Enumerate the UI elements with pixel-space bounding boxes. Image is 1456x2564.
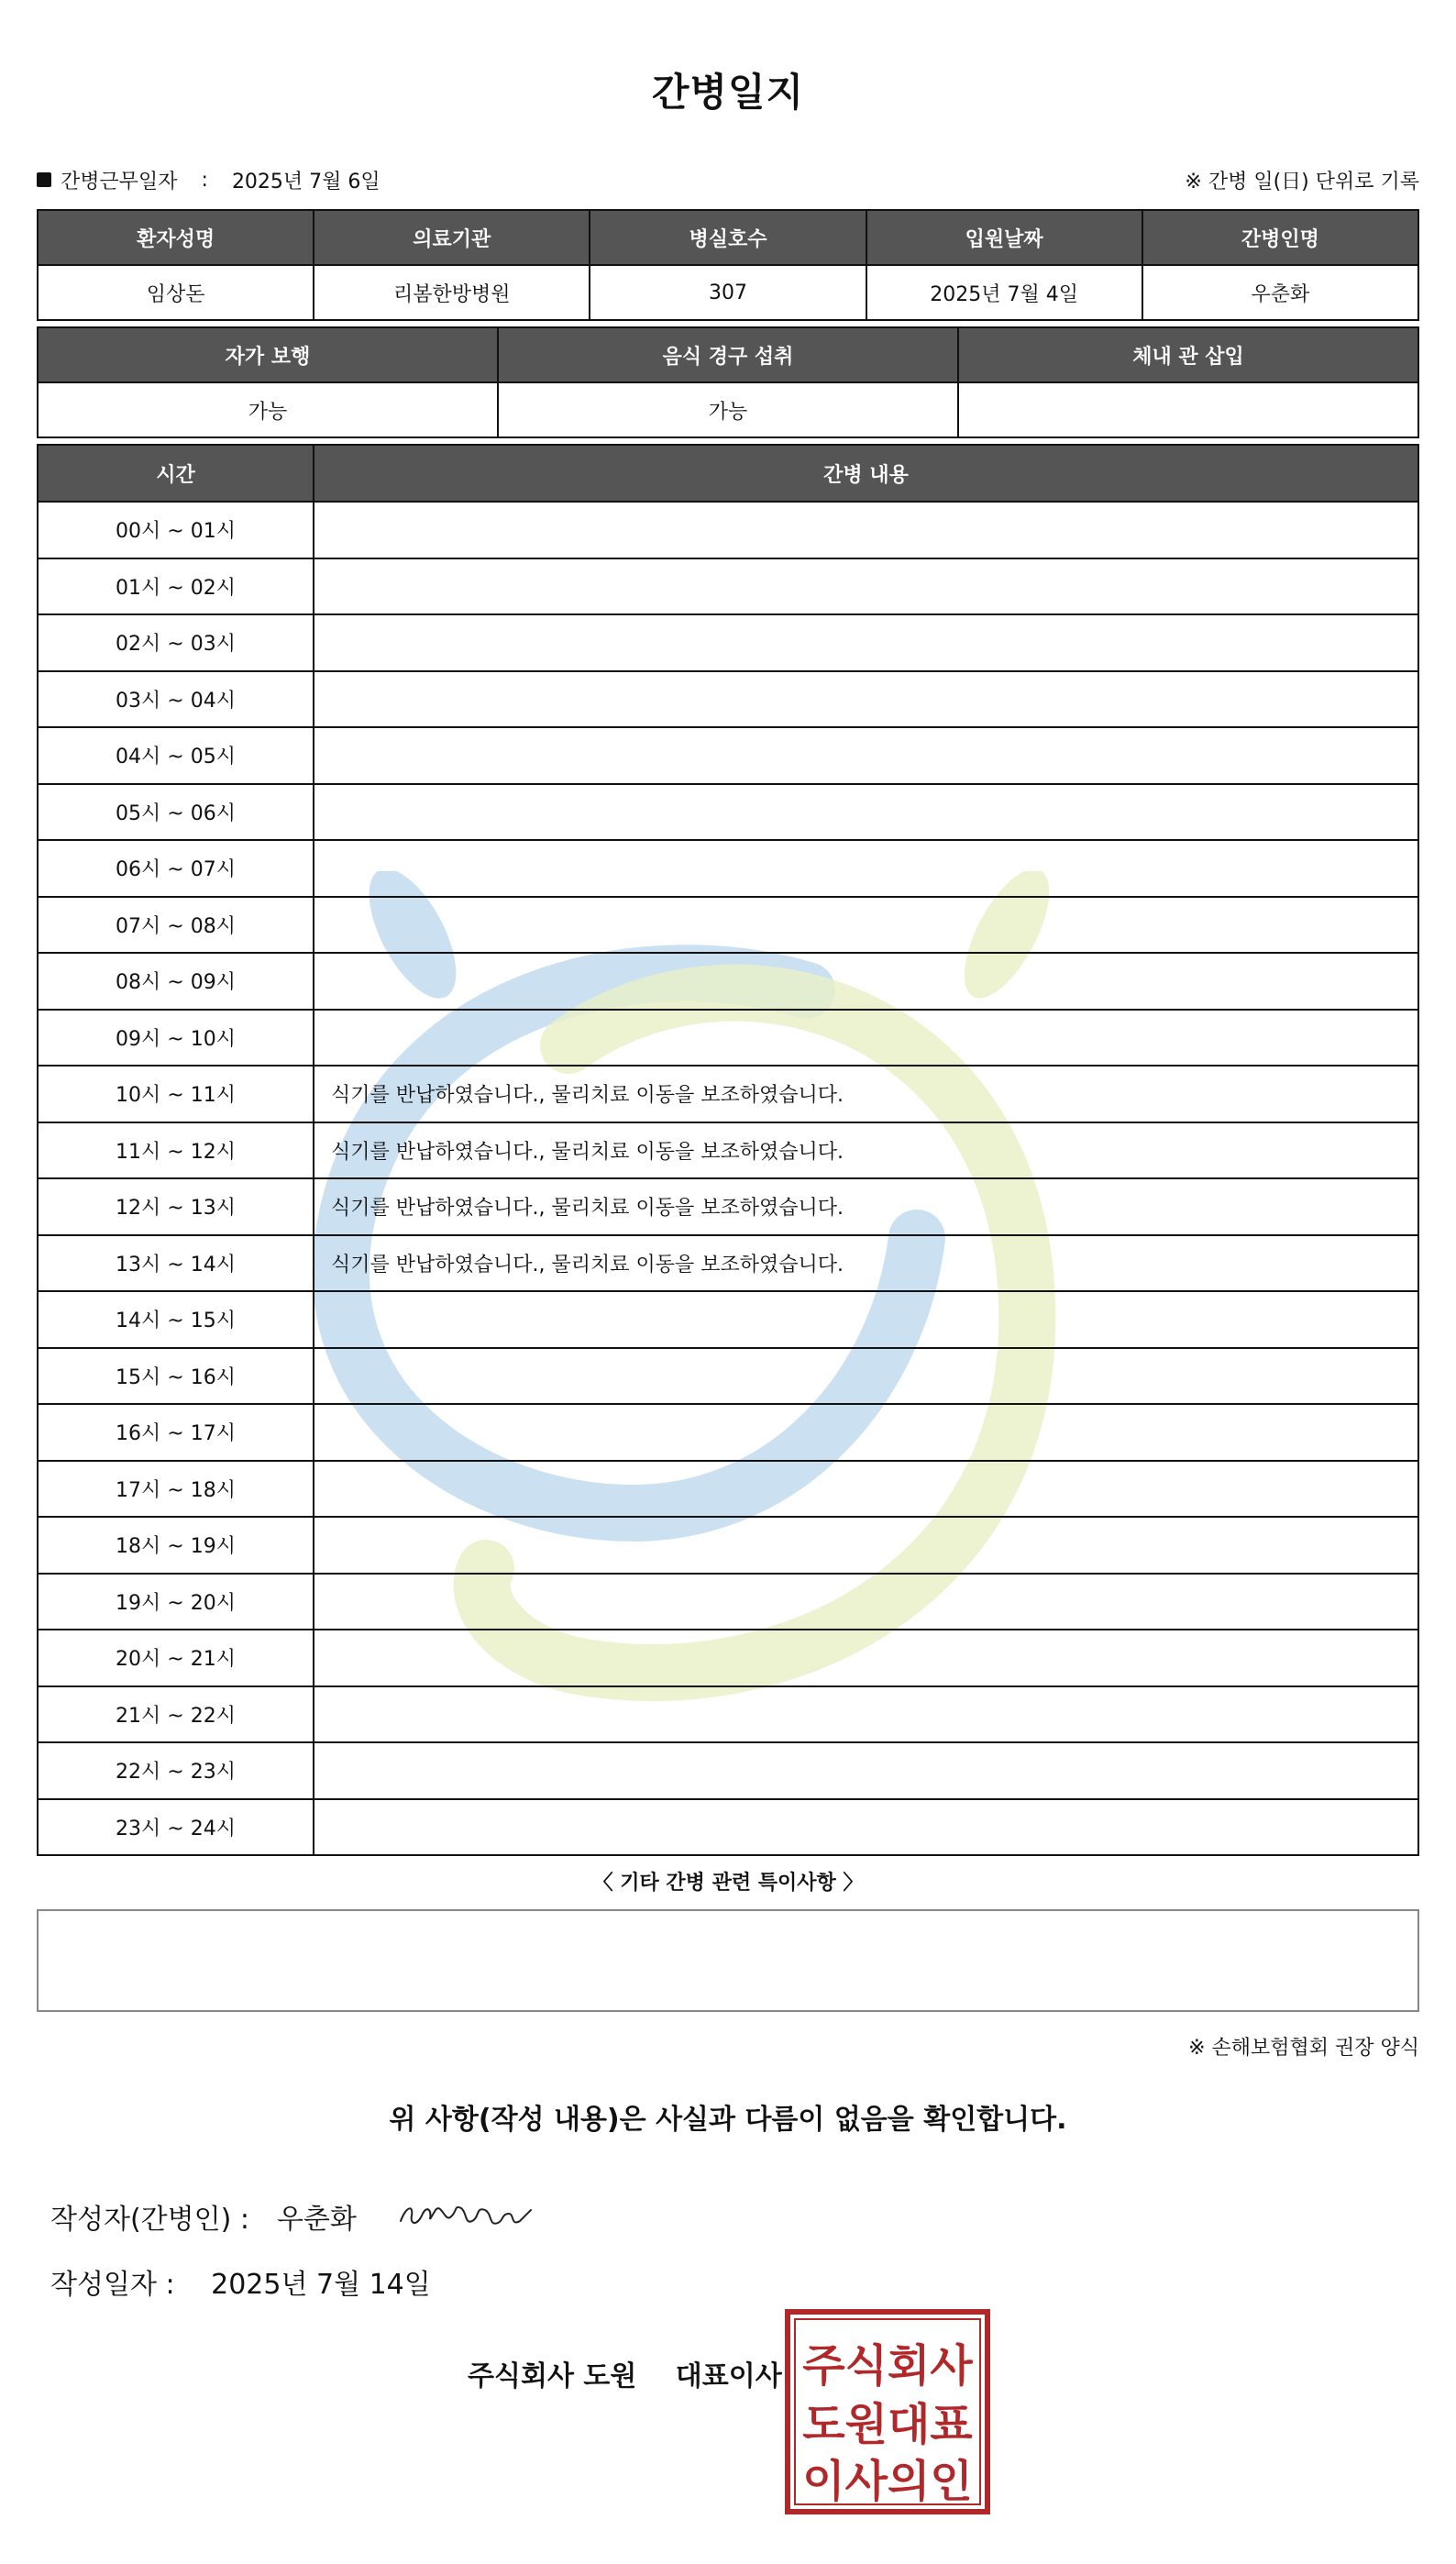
care-log-row <box>38 727 1418 784</box>
care-log-time: 14시 ~ 15시 <box>38 1291 314 1348</box>
patient-status-value-row <box>38 382 1418 437</box>
care-log-row <box>38 1686 1418 1743</box>
care-log-content <box>314 558 1418 615</box>
care-log-row <box>38 671 1418 728</box>
hospital-header: 의료기관 <box>314 210 590 265</box>
admission-date-value: 2025년 7월 4일 <box>866 265 1142 320</box>
square-bullet-icon <box>37 172 51 187</box>
patient-info-header-row <box>38 210 1418 265</box>
care-log-row <box>38 558 1418 615</box>
care-log-content <box>314 671 1418 728</box>
care-log-time: 23시 ~ 24시 <box>38 1799 314 1856</box>
oral-intake-value: 가능 <box>498 382 958 437</box>
care-log-content <box>314 897 1418 954</box>
care-log-time: 21시 ~ 22시 <box>38 1686 314 1743</box>
self-walking-header: 자가 보행 <box>38 327 498 382</box>
care-log-row <box>38 953 1418 1010</box>
room-number-header: 병실호수 <box>590 210 866 265</box>
confirmation-statement: 위 사항(작성 내용)은 사실과 다름이 없음을 확인합니다. <box>389 2104 1067 2136</box>
patient-status-table <box>37 326 1419 438</box>
oral-intake-header: 음식 경구 섭취 <box>498 327 958 382</box>
company-seal-stamp <box>785 2309 990 2514</box>
tube-insertion-header: 체내 관 삽입 <box>958 327 1418 382</box>
care-log-time: 04시 ~ 05시 <box>38 727 314 784</box>
patient-name-header: 환자성명 <box>38 210 314 265</box>
care-log-row <box>38 1010 1418 1066</box>
care-log-table <box>37 444 1419 1856</box>
handwritten-signature <box>393 2194 540 2239</box>
care-log-content <box>314 784 1418 841</box>
care-log-row <box>38 1235 1418 1292</box>
care-log-time: 15시 ~ 16시 <box>38 1348 314 1405</box>
care-log-row <box>38 1461 1418 1518</box>
written-date-value: 2025년 7월 14일 <box>211 2269 431 2301</box>
seal-line-3: 이사의인 <box>802 2456 973 2507</box>
care-log-row <box>38 502 1418 558</box>
caregiver-name-header: 간병인명 <box>1142 210 1418 265</box>
care-log-time: 07시 ~ 08시 <box>38 897 314 954</box>
self-walking-value: 가능 <box>38 382 498 437</box>
care-log-row <box>38 1517 1418 1574</box>
care-log-time: 09시 ~ 10시 <box>38 1010 314 1066</box>
special-notes-title: 〈 기타 간병 관련 특이사항 〉 <box>592 1872 864 1895</box>
care-log-time: 05시 ~ 06시 <box>38 784 314 841</box>
care-log-content <box>314 1010 1418 1066</box>
care-log-row <box>38 1178 1418 1235</box>
care-log-row <box>38 1404 1418 1461</box>
care-log-time: 02시 ~ 03시 <box>38 614 314 671</box>
care-log-content <box>314 953 1418 1010</box>
care-log-time: 17시 ~ 18시 <box>38 1461 314 1518</box>
care-log-row <box>38 1630 1418 1686</box>
care-log-time: 08시 ~ 09시 <box>38 953 314 1010</box>
work-date-line <box>37 165 1419 194</box>
care-log-content: 식기를 반납하였습니다., 물리치료 이동을 보조하였습니다. <box>314 1066 1418 1122</box>
care-log-time: 16시 ~ 17시 <box>38 1404 314 1461</box>
patient-info-table <box>37 209 1419 321</box>
company-rep-title: 대표이사 <box>675 2360 782 2393</box>
care-log-time: 22시 ~ 23시 <box>38 1742 314 1799</box>
care-log-row <box>38 1066 1418 1122</box>
care-log-row <box>38 1799 1418 1856</box>
care-log-time: 00시 ~ 01시 <box>38 502 314 558</box>
seal-line-1: 주식회사 <box>802 2340 973 2392</box>
care-log-content <box>314 1461 1418 1518</box>
care-log-content <box>314 1630 1418 1686</box>
care-log-time: 18시 ~ 19시 <box>38 1517 314 1574</box>
company-name: 주식회사 도원 <box>468 2360 637 2393</box>
work-date-label: 간병근무일자 <box>61 170 178 193</box>
content-column-header: 간병 내용 <box>314 445 1418 502</box>
admission-date-header: 입원날짜 <box>866 210 1142 265</box>
care-log-content <box>314 1348 1418 1405</box>
care-log-header-row <box>38 445 1418 502</box>
form-source-note: ※ 손해보험협회 권장 양식 <box>1188 2037 1419 2060</box>
tube-insertion-value <box>958 382 1418 437</box>
patient-name-value: 임상돈 <box>38 265 314 320</box>
writer-label: 작성자(간병인) : <box>50 2204 249 2236</box>
care-log-content <box>314 1574 1418 1630</box>
care-log-time: 19시 ~ 20시 <box>38 1574 314 1630</box>
care-log-content <box>314 1686 1418 1743</box>
hospital-value: 리봄한방병원 <box>314 265 590 320</box>
company-line <box>468 2353 782 2393</box>
care-log-row <box>38 897 1418 954</box>
care-log-time: 20시 ~ 21시 <box>38 1630 314 1686</box>
care-log-content <box>314 840 1418 897</box>
seal-line-2: 도원대표 <box>802 2399 973 2450</box>
writer-name: 우춘화 <box>276 2204 357 2236</box>
written-date-label: 작성일자 : <box>50 2269 175 2301</box>
room-number-value: 307 <box>590 265 866 320</box>
patient-status-header-row <box>38 327 1418 382</box>
work-date-value: 2025년 7월 6일 <box>231 170 381 193</box>
care-log-content <box>314 727 1418 784</box>
care-log-time: 06시 ~ 07시 <box>38 840 314 897</box>
writer-line <box>50 2194 540 2239</box>
care-log-time: 01시 ~ 02시 <box>38 558 314 615</box>
care-log-time: 03시 ~ 04시 <box>38 671 314 728</box>
time-column-header: 시간 <box>38 445 314 502</box>
caregiver-name-value: 우춘화 <box>1142 265 1418 320</box>
care-log-content <box>314 1517 1418 1574</box>
care-log-content <box>314 1404 1418 1461</box>
care-log-content <box>314 1742 1418 1799</box>
daily-record-note: ※ 간병 일(日) 단위로 기록 <box>1185 170 1419 193</box>
care-log-content <box>314 614 1418 671</box>
care-log-content: 식기를 반납하였습니다., 물리치료 이동을 보조하였습니다. <box>314 1235 1418 1292</box>
care-log-time: 12시 ~ 13시 <box>38 1178 314 1235</box>
care-log-row <box>38 614 1418 671</box>
patient-info-value-row <box>38 265 1418 320</box>
care-log-time: 13시 ~ 14시 <box>38 1235 314 1292</box>
care-log-time: 10시 ~ 11시 <box>38 1066 314 1122</box>
care-log-row <box>38 1122 1418 1179</box>
care-log-content: 식기를 반납하였습니다., 물리치료 이동을 보조하였습니다. <box>314 1122 1418 1179</box>
care-log-row <box>38 1291 1418 1348</box>
care-log-content <box>314 1291 1418 1348</box>
written-date-line <box>50 2261 431 2302</box>
care-log-content: 식기를 반납하였습니다., 물리치료 이동을 보조하였습니다. <box>314 1178 1418 1235</box>
care-log-row <box>38 784 1418 841</box>
document-title: 간병일지 <box>651 70 805 115</box>
care-log-row <box>38 840 1418 897</box>
care-log-time: 11시 ~ 12시 <box>38 1122 314 1179</box>
care-log-content <box>314 1799 1418 1856</box>
special-notes-box <box>37 1909 1419 2012</box>
care-log-row <box>38 1574 1418 1630</box>
care-log-row <box>38 1742 1418 1799</box>
work-date-colon: : <box>201 168 208 192</box>
care-log-content <box>314 502 1418 558</box>
care-log-row <box>38 1348 1418 1405</box>
